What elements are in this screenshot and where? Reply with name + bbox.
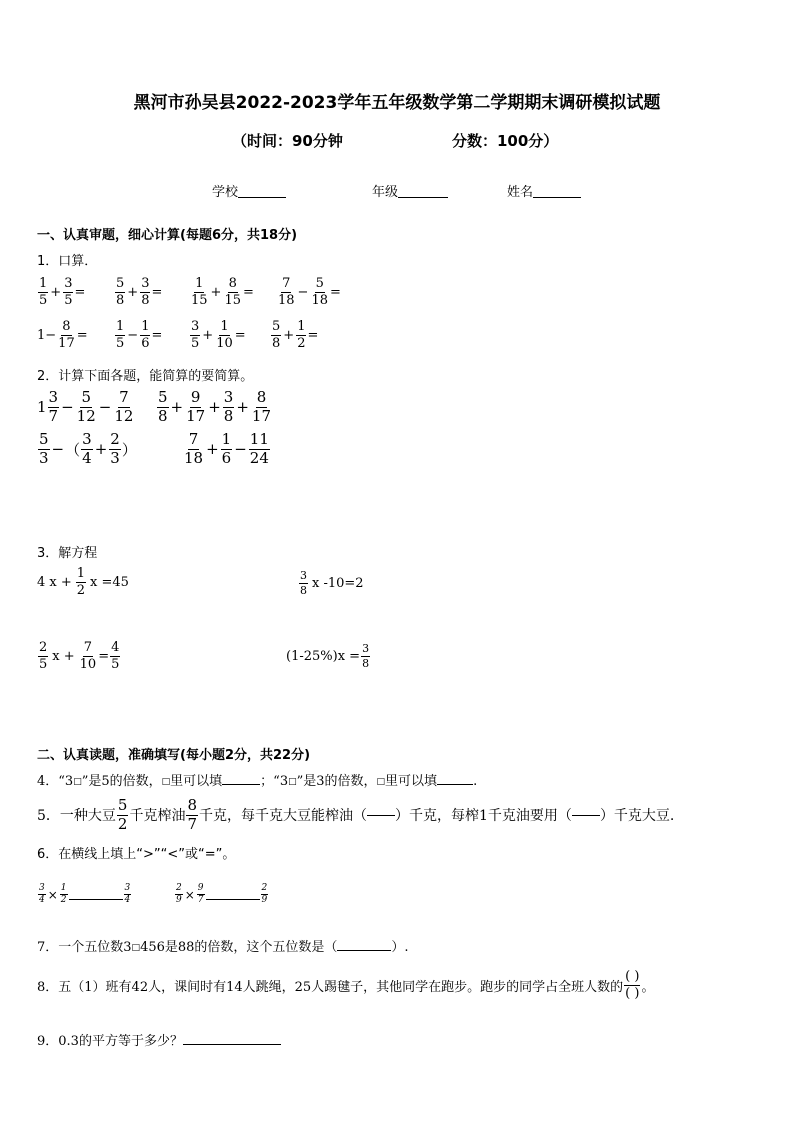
q1-item-7: $\frac{3}{5}$ + $\frac{1}{10}$ = [191, 319, 246, 351]
q6-blank-1[interactable] [69, 899, 123, 900]
section-1-heading: 一、认真审题，细心计算(每题6分，共18分) [37, 228, 298, 243]
section-2-heading: 二、认真读题，准确填写(每小题2分，共22分) [37, 748, 311, 763]
q2-expr-1: 1 $\frac{3}{7}$ − $\frac{5}{12}$ − $\frac{7}{12}$ [37, 388, 134, 425]
q3-equation-2: $\frac{3}{8}$ x -10=2 [300, 569, 364, 597]
q8-blank-numerator[interactable]: ( ) [625, 969, 640, 984]
grade-field[interactable] [372, 181, 448, 200]
school-field[interactable] [212, 181, 286, 200]
q6-compare-1: $\frac{3}{4}$ × $\frac{1}{2}$ $\frac{3}{4}$ [39, 883, 131, 906]
school-label: 学校 [212, 185, 239, 200]
grade-blank[interactable] [398, 185, 448, 198]
q5-text: 5．一种大豆 $\frac{5}{2}$ 千克榨油 $\frac{8}{7}$ 千克，每千克大豆能榨油（ ）千克，每榨1千克油要用（ ）千克大豆. [37, 796, 675, 833]
q3-equation-1: 4 x + $\frac{1}{2}$ x =45 [37, 566, 129, 598]
name-label: 姓名 [507, 185, 534, 200]
exam-time: （时间：90分钟 [232, 132, 343, 150]
q1-item-2: $\frac{5}{8}$ + $\frac{3}{8}$ = [116, 276, 163, 308]
q7-text: 7．一个五位数3□456是88的倍数，这个五位数是（ ）. [37, 940, 409, 955]
q1-item-8: $\frac{5}{8}$ + $\frac{1}{2}$ = [272, 319, 319, 351]
q6-compare-2: $\frac{2}{9}$ × $\frac{9}{7}$ $\frac{2}{9}$ [176, 883, 268, 906]
q9-blank[interactable] [183, 1044, 281, 1045]
q7-blank[interactable] [337, 950, 391, 951]
q2-expr-2: $\frac{5}{8}$ + $\frac{9}{17}$ + $\frac{3}{8}$ + $\frac{8}{17}$ [158, 388, 272, 425]
q1-item-3: $\frac{1}{15}$ + $\frac{8}{15}$ = [191, 276, 254, 308]
q8-text: 8．五（1）班有42人，课间时有14人跳绳，25人踢毽子，其他同学在跑步。跑步的同学占全班人数的 $\frac{( )}{( )}$ 。 [37, 969, 655, 1001]
q8-blank-denominator[interactable]: ( ) [625, 985, 640, 1001]
exam-score: 分数：100分） [452, 132, 559, 150]
school-blank[interactable] [238, 185, 286, 198]
q3-equation-3: $\frac{2}{5}$ x + $\frac{7}{10}$ = $\frac{4}{5}$ [39, 640, 120, 672]
name-field[interactable] [507, 181, 581, 200]
q4-text: 4．“3□”是5的倍数，□里可以填 ；“3□”是3的倍数，□里可以填 . [37, 774, 478, 789]
q2-label: 2．计算下面各题，能简算的要简算。 [37, 369, 254, 384]
q1-item-1: $\frac{1}{5}$ + $\frac{3}{5}$ = [39, 276, 86, 308]
q1-item-5: 1− $\frac{8}{17}$ = [37, 319, 88, 351]
q2-expr-3: $\frac{5}{3}$ − （ $\frac{3}{4}$ + $\frac{2}{3}$ ） [39, 430, 137, 467]
q3-label: 3．解方程 [37, 546, 98, 561]
q2-expr-4: $\frac{7}{18}$ + $\frac{1}{6}$ − $\frac{11}{24}$ [184, 430, 269, 467]
page-title: 黑河市孙吴县2022-2023学年五年级数学第二学期期末调研模拟试题 [133, 93, 661, 113]
q1-label: 1．口算． [37, 254, 98, 269]
name-blank[interactable] [533, 185, 581, 198]
q9-text: 9．0.3的平方等于多少？ [37, 1030, 281, 1049]
q6-blank-2[interactable] [206, 899, 260, 900]
grade-label: 年级 [372, 185, 399, 200]
q1-item-6: $\frac{1}{5}$ − $\frac{1}{6}$ = [116, 319, 163, 351]
q5-blank-1[interactable] [367, 815, 395, 816]
q6-label: 6．在横线上填上“>”“<”或“=”。 [37, 847, 236, 862]
q4-blank-2[interactable] [437, 784, 473, 785]
q1-item-4: $\frac{7}{18}$ − $\frac{5}{18}$ = [278, 276, 341, 308]
q5-blank-2[interactable] [572, 815, 600, 816]
q3-equation-4: (1-25%)x = $\frac{3}{8}$ [286, 642, 370, 670]
q4-blank-1[interactable] [222, 784, 260, 785]
